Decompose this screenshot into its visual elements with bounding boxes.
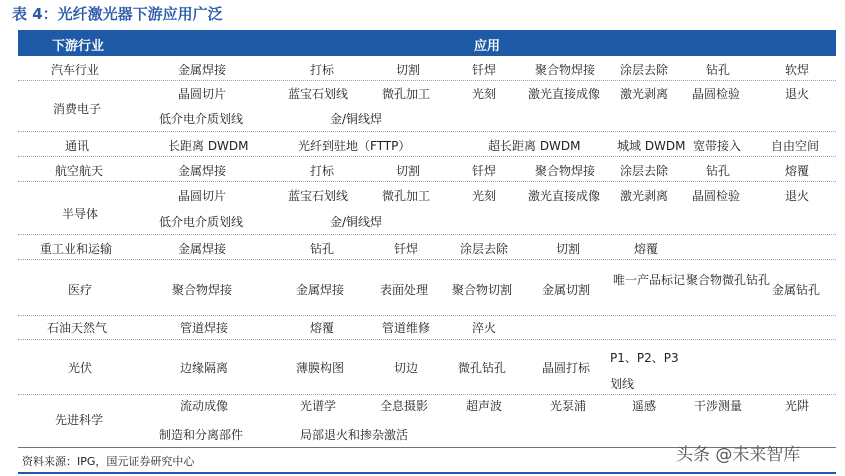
app-cell: 钻孔 — [706, 164, 731, 178]
app-cell: 金属焊接 — [296, 283, 345, 297]
app-cell: 聚合物微孔钻孔 — [686, 273, 771, 287]
industry-cell: 汽车行业 — [51, 63, 100, 77]
app-cell: 钎焊 — [394, 242, 419, 256]
app-cell: 光阱 — [785, 399, 810, 413]
source-note: 资料来源：IPG，国元证券研究中心 — [22, 455, 195, 468]
app-cell: P1、P2、P3 划线 — [610, 351, 679, 391]
app-cell: 唯一产品标记 — [613, 273, 686, 287]
row-divider — [18, 259, 836, 260]
row-divider — [18, 339, 836, 340]
row-divider — [18, 181, 836, 182]
industry-cell: 重工业和运输 — [40, 242, 113, 256]
app-cell: 切割 — [396, 164, 421, 178]
app-cell: 微孔加工 — [382, 189, 431, 203]
table-title: 表 4：光纤激光器下游应用广泛 — [12, 5, 223, 23]
app-cell: 微孔钻孔 — [458, 361, 507, 375]
app-cell: 钻孔 — [310, 242, 335, 256]
app-cell: 金属焊接 — [178, 164, 227, 178]
app-cell: 切割 — [396, 63, 421, 77]
industry-cell: 石油天然气 — [47, 321, 108, 335]
app-cell: 熔覆 — [310, 321, 335, 335]
industry-cell: 通讯 — [65, 139, 90, 153]
app-cell: 退火 — [785, 87, 810, 101]
industry-cell: 光伏 — [68, 361, 93, 375]
industry-cell: 先进科学 — [55, 413, 104, 427]
app-cell: 切边 — [394, 361, 419, 375]
app-cell: 淬火 — [472, 321, 497, 335]
app-cell: 全息摄影 — [380, 399, 429, 413]
app-cell: 晶圆检验 — [692, 87, 741, 101]
header-application: 应用 — [474, 39, 501, 54]
app-cell: 制造和分离部件 — [159, 428, 244, 442]
app-cell: 聚合物焊接 — [535, 164, 596, 178]
app-cell: 长距离 DWDM — [168, 139, 249, 153]
app-cell: 微孔加工 — [382, 87, 431, 101]
app-cell: 晶圆切片 — [178, 189, 227, 203]
app-cell: 钎焊 — [472, 164, 497, 178]
app-cell: 蓝宝石划线 — [288, 87, 349, 101]
app-cell: 光刻 — [472, 87, 497, 101]
app-cell: 金属切割 — [542, 283, 591, 297]
app-cell: 聚合物焊接 — [172, 283, 233, 297]
app-cell: 超声波 — [466, 399, 503, 413]
app-cell: 钻孔 — [706, 63, 731, 77]
app-cell: 切割 — [556, 242, 581, 256]
industry-cell: 航空航天 — [55, 164, 104, 178]
app-cell: 自由空间 — [771, 139, 820, 153]
app-cell: 熔覆 — [634, 242, 659, 256]
app-cell: 软焊 — [785, 63, 810, 77]
app-cell: 涂层去除 — [620, 164, 669, 178]
row-divider — [18, 156, 836, 157]
industry-cell: 消费电子 — [53, 102, 102, 116]
app-cell: 城域 DWDM — [617, 139, 686, 153]
app-cell: 管道焊接 — [180, 321, 229, 335]
app-cell: 涂层去除 — [620, 63, 669, 77]
app-cell: 低介电介质划线 — [159, 112, 244, 126]
app-cell: 金/铜线焊 — [330, 112, 383, 126]
row-divider — [18, 394, 836, 395]
app-cell: 激光剥离 — [620, 189, 669, 203]
app-cell: 涂层去除 — [460, 242, 509, 256]
bottom-accent-bar — [18, 472, 836, 474]
app-cell: 晶圆切片 — [178, 87, 227, 101]
row-divider — [18, 80, 836, 81]
header-industry: 下游行业 — [52, 39, 105, 54]
app-cell: 宽带接入 — [693, 139, 742, 153]
app-cell: 聚合物切割 — [452, 283, 513, 297]
app-cell: 金/铜线焊 — [330, 215, 383, 229]
app-cell: 激光直接成像 — [528, 189, 601, 203]
app-cell: 钎焊 — [472, 63, 497, 77]
industry-cell: 医疗 — [68, 283, 93, 297]
app-cell: 光纤到驻地（FTTP） — [298, 139, 411, 153]
app-cell: 晶圆检验 — [692, 189, 741, 203]
app-cell: 表面处理 — [380, 283, 429, 297]
watermark: 头条 @未来智库 — [676, 445, 801, 465]
app-cell: 晶圆打标 — [542, 361, 591, 375]
app-cell: 打标 — [310, 164, 335, 178]
app-cell: 光泵浦 — [550, 399, 587, 413]
app-cell: 退火 — [785, 189, 810, 203]
app-cell: 干涉测量 — [694, 399, 743, 413]
app-cell: 边缘隔离 — [180, 361, 229, 375]
app-cell: 遥感 — [632, 399, 657, 413]
app-cell: 聚合物焊接 — [535, 63, 596, 77]
app-cell: 金属焊接 — [178, 63, 227, 77]
industry-cell: 半导体 — [62, 207, 99, 221]
app-cell: 低介电介质划线 — [159, 215, 244, 229]
app-cell: 激光直接成像 — [528, 87, 601, 101]
app-cell: 薄膜构图 — [296, 361, 345, 375]
app-cell: 超长距离 DWDM — [488, 139, 581, 153]
row-divider — [18, 131, 836, 132]
app-cell: 金属焊接 — [178, 242, 227, 256]
app-cell: 流动成像 — [180, 399, 229, 413]
app-cell: 光谱学 — [300, 399, 337, 413]
table-header — [18, 30, 836, 56]
app-cell: 局部退火和掺杂激活 — [300, 428, 409, 442]
app-cell: 光刻 — [472, 189, 497, 203]
app-cell: 打标 — [310, 63, 335, 77]
app-cell: 蓝宝石划线 — [288, 189, 349, 203]
app-cell: 金属钻孔 — [772, 283, 821, 297]
app-cell: 熔覆 — [785, 164, 810, 178]
row-divider — [18, 234, 836, 235]
app-cell: 激光剥离 — [620, 87, 669, 101]
app-cell: 管道维修 — [382, 321, 431, 335]
row-divider — [18, 315, 836, 316]
